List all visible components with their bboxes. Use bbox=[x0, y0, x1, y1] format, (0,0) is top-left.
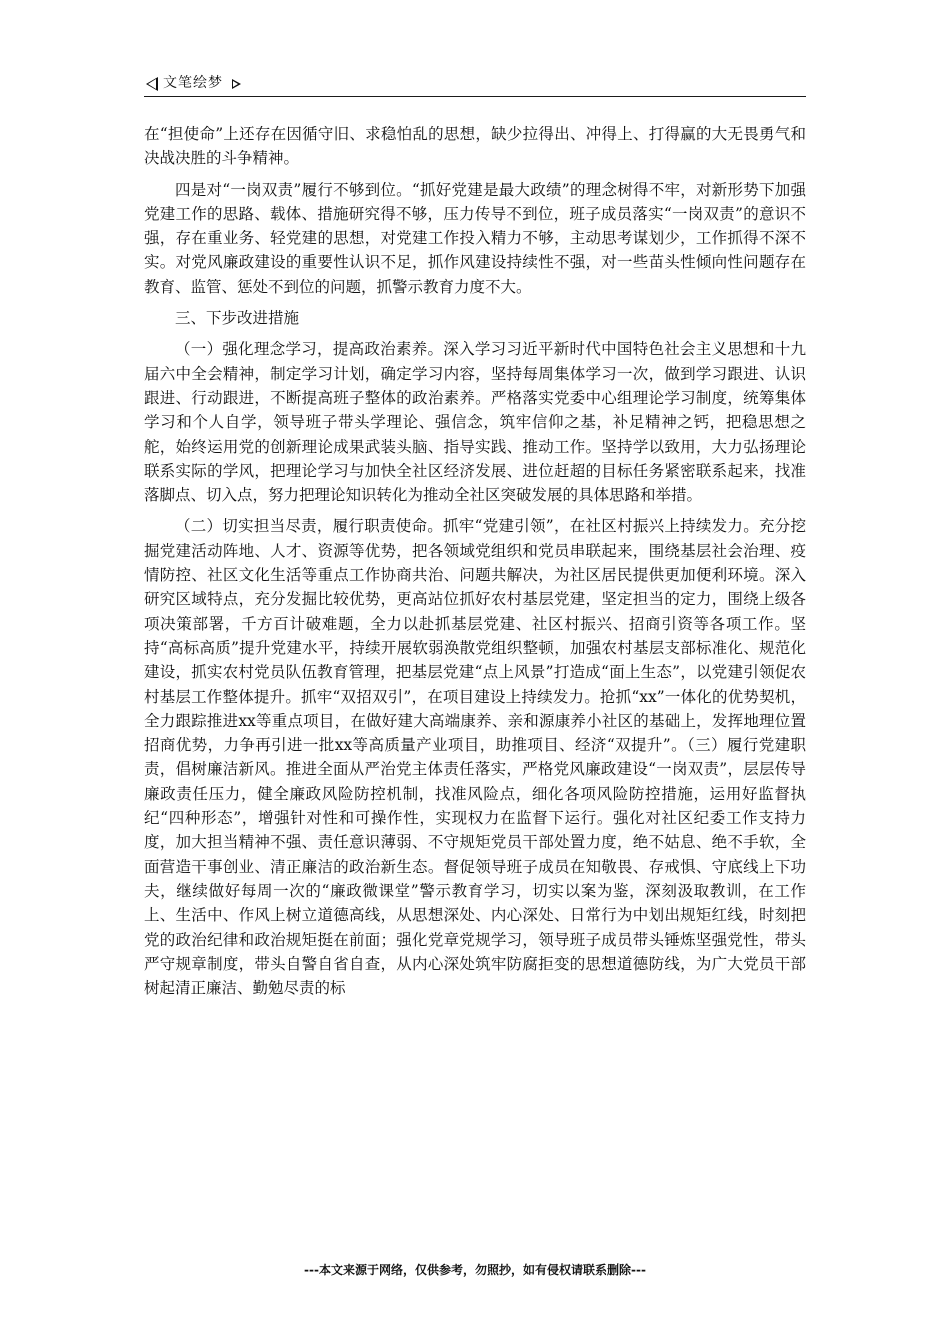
page-header bbox=[144, 74, 806, 97]
paragraph-4: （二）切实担当尽责，履行职责使命。抓牢“党建引领”，在社区村振兴上持续发力。充分挖掘党建活动阵地、人才、资源等优势，把各领域党组织和党员串联起来，围绕基层社会治理、疫情防控、社区文化生活等重点工作协商共治、问题共解决，为社区居民提供更加便利环境。深入研究区域特点，充分发掘比较优势，更高站位抓好农村基层党建，坚定担当的定力，围绕上级各项决策部署，千方百计破难题，全力以赴抓基层党建、社区村振兴、招商引资等各项工作。坚持“高标高质”提升党建水平，持续开展软弱涣散党组织整顿，加强农村基层支部标准化、规范化建设，抓实农村党员队伍教育管理，把基层党建“点上风景”打造成“面上生态”，以党建引领促农村基层工作整体提升。抓牢“双招双引”，在项目建设上持续发力。抢抓“xx”一体化的优势契机，全力跟踪推进xx等重点项目，在做好建大高端康养、亲和源康养小社区的基础上，发挥地理位置招商优势，力争再引进一批xx等高质量产业项目，助推项目、经济“双提升”。（三）履行党建职责，倡树廉洁新风。推进全面从严治党主体责任落实，严格党风廉政建设“一岗双责”，层层传导廉政责任压力，健全廉政风险防控机制，找准风险点，细化各项风险防控措施，运用好监督执纪“四种形态”，增强针对性和可操作性，实现权力在监督下运行。强化对社区纪委工作支持力度，加大担当精神不强、责任意识薄弱、不守规矩党员干部处置力度，绝不姑息、绝不手软，全面营造干事创业、清正廉洁的政治新生态。督促领导班子成员在知敬畏、存戒惧、守底线上下功夫，继续做好每周一次的“廉政微课堂”警示教育学习，切实以案为鉴，深刻汲取教训，在工作上、生活中、作风上树立道德高线，从思想深处、内心深处、日常行为中划出规矩红线，时刻把党的政治纪律和政治规矩挺在前面；强化党章党规学习，领导班子成员带头锤炼坚强党性，带头严守规章制度，带头自警自省自查，从内心深处筑牢防腐拒变的思想道德防线，为广大党员干部树起清正廉洁、勤勉尽责的标 bbox=[144, 517, 806, 998]
left-triangle-icon bbox=[146, 77, 158, 91]
right-triangle-icon bbox=[232, 79, 241, 89]
header-brand: 文笔绘梦 bbox=[163, 75, 223, 91]
document-body bbox=[144, 122, 806, 1007]
paragraph-2: 四是对“一岗双责”履行不够到位。“抓好党建是最大政绩”的理念树得不牢，对新形势下加强党建工作的思路、载体、措施研究得不够，压力传导不到位，班子成员落实“一岗双责”的意识不强，存在重业务、轻党建的思想，对党建工作投入精力不够，主动思考谋划少，工作抓得不深不实。对党风廉政建设的重要性认识不足，抓作风建设持续性不强，对一些苗头性倾向性问题存在教育、监管、惩处不到位的问题，抓警示教育力度不大。 bbox=[144, 180, 806, 296]
paragraph-1: 在“担使命”上还存在因循守旧、求稳怕乱的思想，缺少拉得出、冲得上、打得赢的大无畏勇气和决战决胜的斗争精神。 bbox=[144, 125, 806, 168]
paragraph-3: （一）强化理念学习，提高政治素养。深入学习习近平新时代中国特色社会主义思想和十九届六中全会精神，制定学习计划，确定学习内容，坚持每周集体学习一次，做到学习跟进、认识跟进、行动跟进，不断提高班子整体的政治素养。严格落实党委中心组理论学习制度，统筹集体学习和个人自学，领导班子带头学理论、强信念，筑牢信仰之基，补足精神之钙，把稳思想之舵，始终运用党的创新理论成果武装头脑、指导实践、推动工作。坚持学以致用，大力弘扬理论联系实际的学风，把理论学习与加快全社区经济发展、进位赶超的目标任务紧密联系起来，找准落脚点、切入点，努力把理论知识转化为推动全社区突破发展的具体思路和举措。 bbox=[144, 340, 806, 505]
page-footer: ---本文来源于网络，仅供参考，勿照抄，如有侵权请联系删除--- bbox=[304, 1263, 646, 1277]
section-heading: 三、下步改进措施 bbox=[175, 309, 300, 328]
